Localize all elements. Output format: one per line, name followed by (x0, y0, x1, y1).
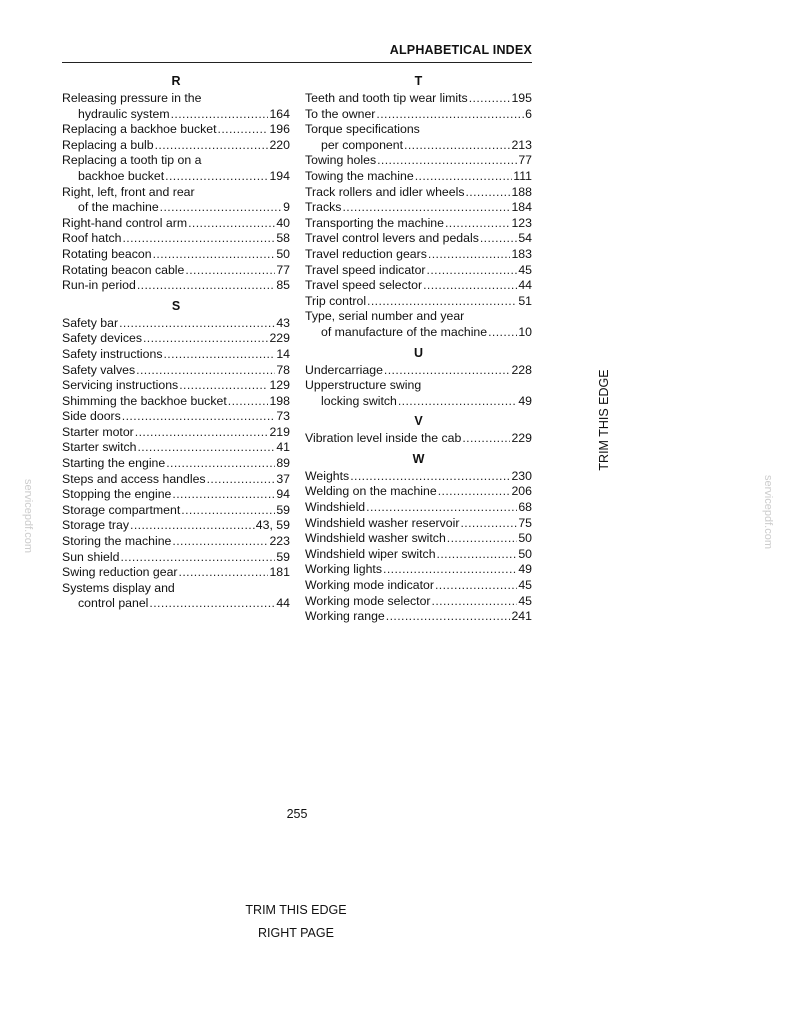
index-entry-page: 73 (276, 409, 290, 424)
index-entry-page: 198 (269, 393, 290, 408)
index-entry-page: 196 (269, 122, 290, 137)
dot-leader (480, 231, 517, 247)
index-entry-page: 44 (276, 596, 290, 611)
index-entry (305, 516, 532, 532)
index-entry (305, 547, 532, 563)
index-entry-page: 41 (276, 440, 290, 455)
dot-leader (404, 138, 510, 154)
index-entry-page: 188 (511, 184, 532, 199)
dot-leader (122, 409, 276, 425)
page-number: 255 (286, 807, 308, 821)
index-entry-page: 10 (518, 324, 532, 339)
index-entry-page: 50 (276, 246, 290, 261)
index-entry-label: Safety devices (62, 331, 142, 346)
dot-leader (181, 503, 275, 519)
index-entry-label: Storing the machine (62, 534, 172, 549)
index-entry-label: Transporting the machine (305, 215, 444, 230)
index-entry-page: 195 (511, 91, 532, 105)
index-entry-page: 111 (513, 168, 532, 183)
index-entry-label: Teeth and tooth tip wear limits (305, 91, 468, 105)
index-entry-label: Starting the engine (62, 456, 166, 471)
index-entry-page: 94 (276, 487, 290, 502)
index-entry-label: Steps and access handles (62, 471, 206, 486)
index-entry (62, 534, 290, 550)
index-entry-label: Sun shield (62, 549, 120, 564)
dot-leader (432, 594, 518, 610)
index-entry (305, 431, 532, 447)
dot-leader (188, 216, 275, 232)
index-entry-label: Replacing a backhoe bucket (62, 122, 217, 137)
index-entry (62, 122, 290, 138)
index-entry-page: 58 (276, 231, 290, 246)
index-entry (62, 331, 290, 347)
page-title: ALPHABETICAL INDEX (389, 43, 532, 57)
index-entry-page: 45 (518, 593, 532, 608)
index-entry-label: Side doors (62, 409, 121, 424)
index-entry-label: of manufacture of the machine (321, 324, 488, 339)
index-entry-page: 77 (276, 262, 290, 277)
index-entry-label: Undercarriage (305, 362, 383, 377)
index-entry-label: Trip control (305, 293, 367, 308)
index-entry-page: 43 (276, 315, 290, 330)
index-entry (62, 518, 290, 534)
dot-leader (386, 609, 511, 625)
index-entry (305, 294, 532, 310)
dot-leader (460, 516, 517, 532)
index-entry (305, 594, 532, 610)
dot-leader (465, 185, 510, 201)
index-entry-line: Releasing pressure in the (62, 91, 202, 105)
index-entry (305, 394, 532, 410)
dot-leader (179, 378, 268, 394)
index-entry-label: Track rollers and idler wheels (305, 184, 465, 199)
index-entry-label: Safety bar (62, 315, 119, 330)
index-entry (305, 562, 532, 578)
index-entry-page: 129 (269, 378, 290, 393)
dot-leader (376, 107, 524, 123)
index-entry-label: hydraulic system (78, 106, 170, 121)
index-entry (62, 425, 290, 441)
dot-leader (119, 316, 275, 332)
index-entry (305, 169, 532, 185)
dot-leader (120, 550, 275, 566)
index-entry-label: Working lights (305, 562, 382, 577)
index-entry-page: 123 (511, 215, 532, 230)
dot-leader (143, 331, 268, 347)
index-entry-label: Travel speed selector (305, 278, 423, 293)
section-letter: S (171, 298, 181, 313)
index-entry (305, 469, 532, 485)
dot-leader (122, 231, 275, 247)
index-entry-page: 44 (518, 278, 532, 293)
header-rule (62, 62, 532, 63)
index-entry-page: 77 (518, 153, 532, 168)
index-entry-page: 164 (269, 106, 290, 121)
dot-leader (135, 425, 269, 441)
dot-leader (136, 363, 275, 379)
index-entry (305, 363, 532, 379)
index-entry-page: 50 (518, 531, 532, 546)
index-entry-label: Replacing a bulb (62, 137, 154, 152)
index-entry (305, 153, 532, 169)
dot-leader (160, 200, 282, 216)
index-entry-page: 45 (518, 262, 532, 277)
index-entry (62, 440, 290, 456)
index-entry (62, 409, 290, 425)
index-entry-label: Right-hand control arm (62, 215, 188, 230)
index-entry-page: 43, 59 (255, 518, 290, 533)
index-entry-page: 75 (518, 515, 532, 530)
index-entry (62, 263, 290, 279)
dot-leader (155, 138, 269, 154)
index-entry-label: locking switch (321, 393, 397, 408)
index-entry (305, 138, 532, 154)
index-entry (62, 107, 290, 123)
index-entry-page: 241 (511, 609, 532, 624)
index-entry (62, 169, 290, 185)
watermark-left: servicepdf.com (22, 479, 34, 553)
index-entry (305, 91, 532, 107)
dot-leader (165, 169, 268, 185)
dot-leader (207, 472, 276, 488)
index-entry (305, 185, 532, 201)
index-entry-label: Working mode selector (305, 593, 431, 608)
index-entry (305, 484, 532, 500)
index-entry-label: Rotating beacon cable (62, 262, 185, 277)
index-entry-label: of the machine (78, 200, 159, 215)
dot-leader (137, 278, 275, 294)
index-entry (62, 487, 290, 503)
dot-leader (153, 247, 276, 263)
index-entry-label: Towing the machine (305, 168, 414, 183)
index-entry-page: 40 (276, 215, 290, 230)
index-entry (305, 609, 532, 625)
index-entry-line: Torque specifications (305, 122, 420, 137)
dot-leader (447, 531, 518, 547)
index-entry-page: 78 (276, 362, 290, 377)
dot-leader (445, 216, 510, 232)
dot-leader (137, 440, 275, 456)
index-entry-label: Tracks (305, 200, 342, 215)
index-entry (62, 378, 290, 394)
index-entry (62, 394, 290, 410)
index-entry-label: Travel reduction gears (305, 246, 427, 261)
index-entry (62, 503, 290, 519)
index-entry-page: 228 (511, 362, 532, 377)
index-entry-label: Servicing instructions (62, 378, 179, 393)
index-entry-label: Starter switch (62, 440, 137, 455)
index-entry-page: 219 (269, 424, 290, 439)
index-entry-label: control panel (78, 596, 149, 611)
index-entry-page: 183 (511, 246, 532, 261)
index-column-right (305, 72, 532, 625)
dot-leader (171, 107, 269, 123)
dot-leader (469, 91, 511, 107)
index-entry (305, 531, 532, 547)
dot-leader (179, 565, 269, 581)
index-entry-label: Starter motor (62, 424, 134, 439)
index-entry-line: Right, left, front and rear (62, 184, 195, 199)
index-entry (62, 216, 290, 232)
index-entry-line: Upperstructure swing (305, 378, 422, 393)
index-entry (62, 456, 290, 472)
index-entry (62, 200, 290, 216)
watermark-right: servicepdf.com (762, 475, 774, 549)
dot-leader (166, 456, 275, 472)
index-entry-label: Shimming the backhoe bucket (62, 393, 227, 408)
index-entry (305, 325, 532, 341)
dot-leader (438, 484, 511, 500)
index-entry (305, 263, 532, 279)
index-entry (305, 500, 532, 516)
dot-leader (398, 394, 517, 410)
index-entry (62, 247, 290, 263)
index-entry-page: 68 (518, 500, 532, 515)
index-entry (62, 347, 290, 363)
dot-leader (366, 500, 517, 516)
trim-edge-label-bottom: TRIM THIS EDGE (245, 903, 347, 917)
dot-leader (350, 469, 510, 485)
index-entry-label: per component (321, 137, 404, 152)
index-entry-page: 230 (511, 468, 532, 483)
index-entry-page: 181 (269, 565, 290, 580)
index-entry-page: 51 (518, 293, 532, 308)
index-entry-line: Type, serial number and year (305, 309, 465, 324)
dot-leader (437, 547, 518, 563)
dot-leader (462, 431, 510, 447)
index-entry (305, 200, 532, 216)
index-entry (62, 472, 290, 488)
index-entry (62, 363, 290, 379)
index-entry-page: 37 (276, 471, 290, 486)
index-entry-label: Travel control levers and pedals (305, 231, 479, 246)
index-entry-label: Windshield washer switch (305, 531, 446, 546)
index-entry-page: 89 (276, 456, 290, 471)
index-entry-page: 184 (511, 200, 532, 215)
index-entry (305, 278, 532, 294)
dot-leader (172, 534, 268, 550)
dot-leader (342, 200, 510, 216)
dot-leader (149, 596, 275, 612)
index-entry (62, 565, 290, 581)
index-entry-page: 49 (518, 562, 532, 577)
index-entry (62, 278, 290, 294)
index-entry-page: 229 (269, 331, 290, 346)
index-entry-page: 206 (511, 484, 532, 499)
index-entry-label: Run-in period (62, 278, 136, 293)
index-entry-label: Safety instructions (62, 346, 163, 361)
dot-leader (377, 153, 517, 169)
index-entry-label: To the owner (305, 106, 376, 121)
index-entry (62, 138, 290, 154)
index-entry-label: Storage compartment (62, 502, 181, 517)
index-entry-page: 229 (511, 431, 532, 446)
dot-leader (383, 562, 517, 578)
index-entry-label: Swing reduction gear (62, 565, 178, 580)
dot-leader (185, 263, 275, 279)
index-entry-label: Windshield washer reservoir (305, 515, 460, 530)
index-entry-label: Rotating beacon (62, 246, 152, 261)
section-letter: U (413, 345, 424, 360)
index-entry-label: backhoe bucket (78, 168, 165, 183)
index-entry-label: Working range (305, 609, 385, 624)
dot-leader (427, 263, 518, 279)
index-entry (305, 107, 532, 123)
index-entry-page: 49 (518, 393, 532, 408)
index-entry-label: Windshield wiper switch (305, 546, 436, 561)
index-entry-label: Windshield (305, 500, 366, 515)
dot-leader (367, 294, 517, 310)
index-column-left (62, 72, 290, 612)
index-entry-label: Stopping the engine (62, 487, 172, 502)
index-entry-label: Vibration level inside the cab (305, 431, 462, 446)
dot-leader (218, 122, 269, 138)
right-page-label: RIGHT PAGE (258, 926, 334, 940)
index-entry (62, 316, 290, 332)
section-letter: T (414, 74, 423, 88)
index-entry-label: Roof hatch (62, 231, 122, 246)
section-letter: R (171, 74, 181, 88)
dot-leader (130, 518, 255, 534)
dot-leader (415, 169, 513, 185)
index-entry-page: 45 (518, 578, 532, 593)
dot-leader (172, 487, 275, 503)
dot-leader (428, 247, 511, 263)
index-entry-page: 59 (276, 502, 290, 517)
index-entry-page: 50 (518, 546, 532, 561)
index-entry-page: 14 (276, 346, 290, 361)
index-entry-label: Working mode indicator (305, 578, 434, 593)
index-entry (62, 550, 290, 566)
index-entry-page: 9 (283, 200, 290, 215)
index-entry-label: Weights (305, 468, 350, 483)
index-entry-line: Systems display and (62, 580, 175, 595)
index-entry-label: Towing holes (305, 153, 377, 168)
index-entry-page: 54 (518, 231, 532, 246)
index-entry (305, 247, 532, 263)
dot-leader (423, 278, 517, 294)
index-entry-page: 213 (511, 137, 532, 152)
index-entry-label: Safety valves (62, 362, 136, 377)
dot-leader (435, 578, 517, 594)
index-entry (305, 231, 532, 247)
index-entry-page: 223 (269, 534, 290, 549)
index-entry-page: 59 (276, 549, 290, 564)
index-entry-label: Storage tray (62, 518, 129, 533)
dot-leader (163, 347, 275, 363)
section-letter: W (412, 451, 425, 466)
index-entry-label: Welding on the machine (305, 484, 437, 499)
trim-edge-label-side: TRIM THIS EDGE (597, 369, 611, 471)
dot-leader (384, 363, 511, 379)
index-entry-line: Replacing a tooth tip on a (62, 153, 202, 168)
index-entry-label: Travel speed indicator (305, 262, 426, 277)
index-entry-page: 220 (269, 137, 290, 152)
section-letter: V (414, 414, 423, 429)
index-entry (62, 231, 290, 247)
index-entry (62, 596, 290, 612)
index-entry-page: 85 (276, 278, 290, 293)
dot-leader (488, 325, 517, 341)
index-entry-page: 6 (525, 106, 532, 121)
index-entry (305, 578, 532, 594)
index-entry-page: 194 (269, 168, 290, 183)
index-entry (305, 216, 532, 232)
dot-leader (228, 394, 269, 410)
